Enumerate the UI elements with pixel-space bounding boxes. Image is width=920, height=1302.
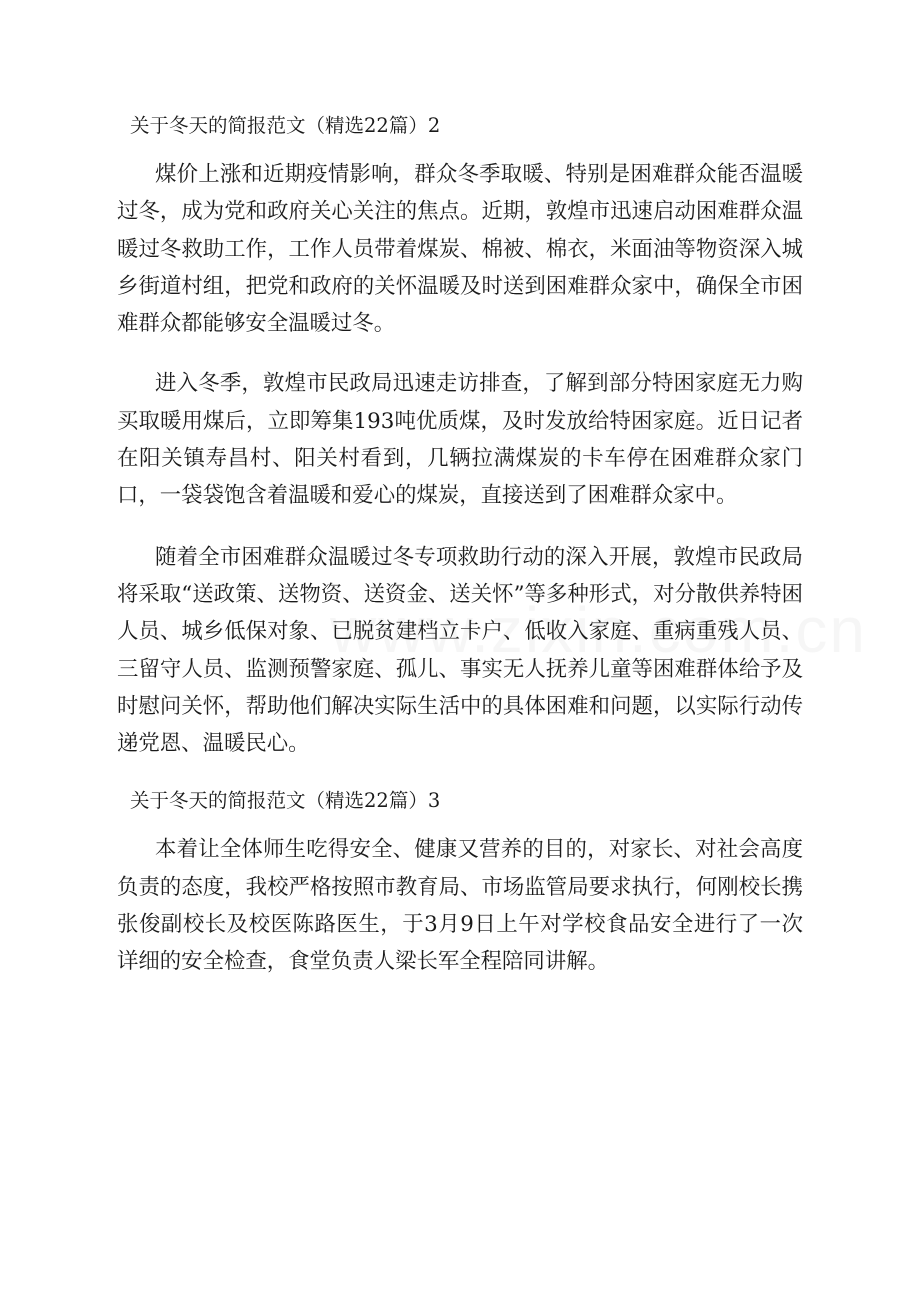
- section-heading: 关于冬天的简报范文（精选22篇）3: [130, 789, 441, 813]
- paragraph: 煤价上涨和近期疫情影响，群众冬季取暖、特别是困难群众能否温暖过冬，成为党和政府关心关注的焦点。近期，敦煌市迅速启动困难群众温暖过冬救助工作，工作人员带着煤炭、棉被、棉衣，米面油等物资深入城乡街道村组，把党和政府的关怀温暖及时送到困难群众家中，确保全市困难群众都能够安全温暖过冬。: [117, 162, 803, 337]
- paragraph: 进入冬季，敦煌市民政局迅速走访排查，了解到部分特困家庭无力购买取暖用煤后，立即筹集193吨优质煤，及时发放给特困家庭。近日记者在阳关镇寿昌村、阳关村看到，几辆拉满煤炭的卡车停在困难群众家门口，一袋袋饱含着温暖和爱心的煤炭，直接送到了困难群众家中。: [117, 371, 803, 509]
- section-heading: 关于冬天的简报范文（精选22篇）2: [130, 114, 441, 137]
- paragraph: 本着让全体师生吃得安全、健康又营养的目的，对家长、对社会高度负责的态度，我校严格按照市教育局、市场监管局要求执行，何刚校长携张俊副校长及校医陈路医生，于3月9日上午对学校食品安全进行了一次详细的安全检查，食堂负责人梁长军全程陪同讲解。: [117, 837, 803, 975]
- document-body: [117, 110, 803, 981]
- paragraph: 随着全市困难群众温暖过冬专项救助行动的深入开展，敦煌市民政局将采取“送政策、送物资、送资金、送关怀”等多种形式，对分散供养特困人员、城乡低保对象、已脱贫建档立卡户、低收入家庭、重病重残人员、三留守人员、监测预警家庭、孤儿、事实无人抚养儿童等困难群体给予及时慰问关怀，帮助他们解决实际生活中的具体困难和问题，以实际行动传递党恩、温暖民心。: [117, 544, 803, 757]
